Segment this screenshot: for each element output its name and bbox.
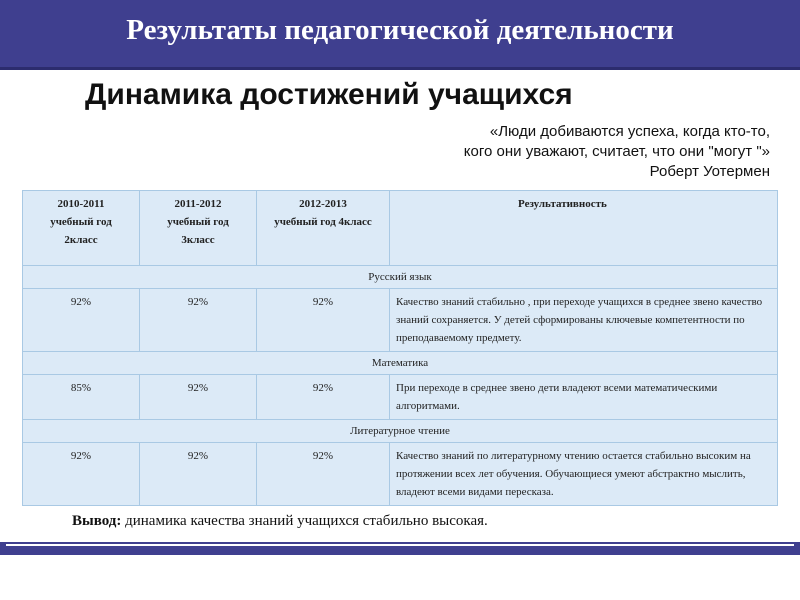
value-cell: 92%: [23, 443, 140, 506]
quote-line-1: «Люди добиваются успеха, когда кто-то,: [489, 123, 770, 140]
result-cell: При переходе в среднее звено дети владеют всеми математическими алгоритмами.: [390, 375, 778, 420]
page-heading: Динамика достижений учащихся: [85, 78, 573, 111]
subject-label: Литературное чтение: [23, 420, 778, 443]
slide-title: Результаты педагогической деятельности: [126, 14, 674, 46]
quote-author: Роберт Уотермен: [649, 163, 770, 180]
results-table: [22, 190, 778, 506]
result-cell: Качество знаний по литературному чтению остается стабильно высоким на протяжении всех лет обучения. Обучающиеся умеют абстрактно мыслить, владеют всеми видами пересказа.: [390, 443, 778, 506]
value-cell: 92%: [140, 375, 257, 420]
title-banner: [0, 0, 800, 70]
header-line: учебный год: [167, 216, 229, 228]
header-class: 2класс: [64, 234, 98, 246]
subject-label: Математика: [23, 352, 778, 375]
subject-row-math: [23, 352, 778, 375]
value-cell: 92%: [257, 375, 390, 420]
header-title: Результативность: [518, 198, 607, 210]
header-results: [390, 191, 778, 266]
value-cell: 92%: [140, 289, 257, 352]
header-years: 2011-2012: [174, 198, 222, 210]
value-cell: 92%: [257, 443, 390, 506]
epigraph-quote: [464, 122, 770, 182]
header-years: 2012-2013: [299, 198, 347, 210]
value-cell: 92%: [140, 443, 257, 506]
header-line: учебный год: [50, 216, 112, 228]
footer-divider: [6, 544, 794, 546]
table-row: [23, 375, 778, 420]
header-2012-2013: [257, 191, 390, 266]
conclusion: [72, 513, 488, 530]
table-header-row: [23, 191, 778, 266]
conclusion-label: Вывод:: [72, 513, 122, 529]
conclusion-text: динамика качества знаний учащихся стабильно высокая.: [121, 513, 488, 529]
header-class: 3класс: [181, 234, 215, 246]
header-2011-2012: [140, 191, 257, 266]
value-cell: 92%: [257, 289, 390, 352]
header-line: учебный год 4класс: [274, 216, 372, 228]
table-row: [23, 443, 778, 506]
subject-label: Русский язык: [23, 266, 778, 289]
header-2010-2011: [23, 191, 140, 266]
result-cell: Качество знаний стабильно , при переходе учащихся в среднее звено качество знаний сохраняется. У детей сформированы ключевые компетентности по преподаваемому предмету.: [390, 289, 778, 352]
value-cell: 92%: [23, 289, 140, 352]
header-years: 2010-2011: [57, 198, 105, 210]
value-cell: 85%: [23, 375, 140, 420]
quote-line-2: кого они уважают, считает, что они "могут "»: [463, 143, 770, 160]
subject-row-russian: [23, 266, 778, 289]
subject-row-reading: [23, 420, 778, 443]
table-row: [23, 289, 778, 352]
